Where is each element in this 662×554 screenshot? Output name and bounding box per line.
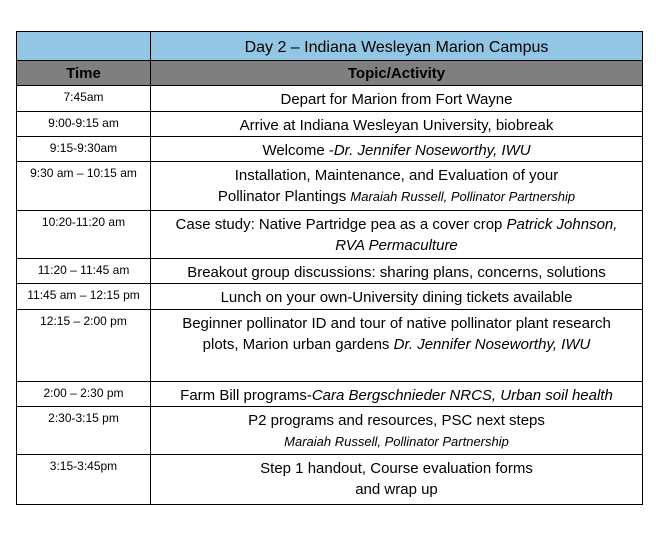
table-row — [17, 162, 643, 211]
header-row — [17, 61, 643, 86]
speaker-org: RVA Permaculture — [335, 237, 458, 254]
table-row — [17, 284, 643, 310]
table-row — [17, 407, 643, 455]
table-row — [17, 259, 643, 284]
day-title-row — [17, 32, 643, 61]
time-cell: 7:45am — [17, 86, 151, 112]
table-row — [17, 382, 643, 407]
header-time: Time — [17, 61, 151, 86]
topic-text-line2: Pollinator Plantings — [217, 188, 351, 205]
speaker-name: Dr. Jennifer Noseworthy, IWU — [333, 142, 531, 159]
topic-text: Case study: Native Partridge pea as a cover crop — [175, 216, 507, 233]
topic-cell — [151, 407, 643, 455]
time-cell: 9:30 am – 10:15 am — [17, 162, 151, 211]
speaker-name: Cara Bergschnieder NRCS, Urban soil health — [311, 387, 613, 404]
topic-text-line2: and wrap up — [355, 481, 438, 498]
topic-cell: Arrive at Indiana Wesleyan University, biobreak — [151, 112, 643, 137]
topic-cell: Depart for Marion from Fort Wayne — [151, 86, 643, 112]
time-cell: 2:00 – 2:30 pm — [17, 382, 151, 407]
topic-text: Farm Bill programs- — [180, 387, 312, 404]
topic-text-line1: Step 1 handout, Course evaluation forms — [260, 460, 533, 477]
topic-cell — [151, 455, 643, 505]
topic-cell: Lunch on your own-University dining tickets available — [151, 284, 643, 310]
table-row — [17, 86, 643, 112]
time-cell: 2:30-3:15 pm — [17, 407, 151, 455]
table-row — [17, 455, 643, 505]
header-topic: Topic/Activity — [151, 61, 643, 86]
table-row — [17, 112, 643, 137]
speaker-name: Maraiah Russell, Pollinator Partnership — [350, 189, 576, 204]
speaker-name: Patrick Johnson, — [506, 216, 618, 233]
schedule-table — [16, 31, 643, 505]
time-cell: 10:20-11:20 am — [17, 211, 151, 259]
table-row — [17, 137, 643, 162]
time-cell: 9:15-9:30am — [17, 137, 151, 162]
topic-text: Welcome - — [262, 142, 334, 159]
time-cell: 9:00-9:15 am — [17, 112, 151, 137]
time-cell: 12:15 – 2:00 pm — [17, 310, 151, 382]
topic-cell — [151, 162, 643, 211]
topic-cell — [151, 310, 643, 382]
time-cell: 11:45 am – 12:15 pm — [17, 284, 151, 310]
speaker-name: Maraiah Russell, Pollinator Partnership — [284, 434, 509, 449]
time-cell: 3:15-3:45pm — [17, 455, 151, 505]
topic-cell — [151, 211, 643, 259]
topic-text-line2: plots, Marion urban gardens — [202, 336, 394, 353]
topic-text-line1: P2 programs and resources, PSC next steps — [248, 412, 545, 429]
topic-text-line1: Installation, Maintenance, and Evaluation of your — [234, 167, 559, 184]
day-title-blank-cell — [17, 32, 151, 61]
table-row — [17, 211, 643, 259]
topic-cell — [151, 137, 643, 162]
time-cell: 11:20 – 11:45 am — [17, 259, 151, 284]
topic-cell — [151, 382, 643, 407]
day-title: Day 2 – Indiana Wesleyan Marion Campus — [151, 32, 643, 61]
topic-cell: Breakout group discussions: sharing plans, concerns, solutions — [151, 259, 643, 284]
topic-text-line1: Beginner pollinator ID and tour of native pollinator plant research — [182, 315, 611, 332]
table-row — [17, 310, 643, 382]
speaker-name: Dr. Jennifer Noseworthy, IWU — [393, 336, 591, 353]
